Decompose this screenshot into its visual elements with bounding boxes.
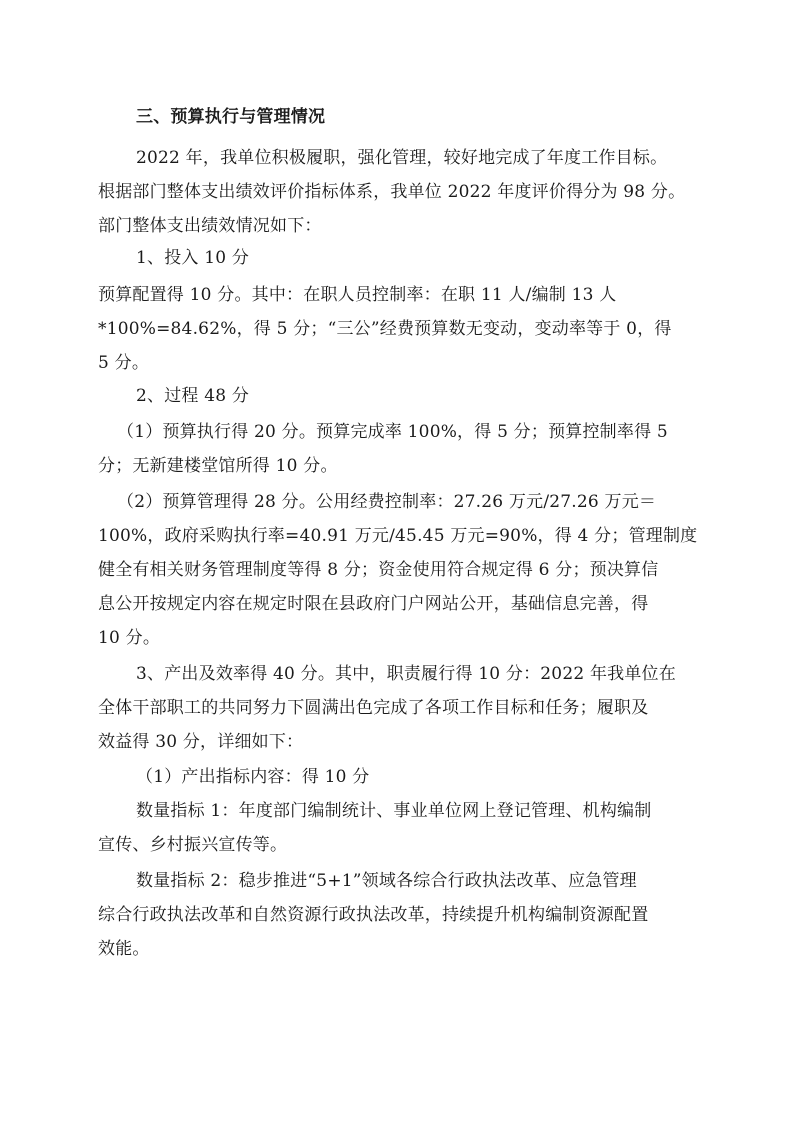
paragraph-line: 全体干部职工的共同努力下圆满出色完成了各项工作目标和任务；履职及 — [98, 698, 649, 718]
subheading-line: （1）产出指标内容：得 10 分 — [136, 767, 370, 787]
paragraph-line: 部门整体支出绩效情况如下： — [98, 216, 322, 236]
paragraph-line: 2022 年，我单位积极履职，强化管理，较好地完成了年度工作目标。 — [136, 148, 668, 168]
paragraph-line: 健全有相关财务管理制度等得 8 分；资金使用符合规定得 6 分；预决算信 — [98, 560, 659, 580]
paragraph-line: 数量指标 2：稳步推进“5+1”领域各综合行政执法改革、应急管理 — [136, 871, 637, 891]
paragraph-line: 效益得 30 分，详细如下： — [98, 732, 304, 752]
paragraph-line: （2）预算管理得 28 分。公用经费控制率：27.26 万元/27.26 万元＝ — [117, 492, 657, 512]
paragraph-line: 100%，政府采购执行率=40.91 万元/45.45 万元=90%，得 4 分；管理制度 — [98, 526, 698, 546]
paragraph-line: 3、产出及效率得 40 分。其中，职责履行得 10 分：2022 年我单位在 — [136, 664, 676, 684]
paragraph-line: 10 分。 — [98, 628, 161, 648]
paragraph-line: 息公开按规定内容在规定时限在县政府门户网站公开，基础信息完善，得 — [98, 594, 649, 614]
paragraph-line: 分；无新建楼堂馆所得 10 分。 — [98, 456, 338, 476]
subheading-line: 2、过程 48 分 — [136, 386, 250, 406]
paragraph-line: 效能。 — [98, 939, 150, 959]
paragraph-line: 根据部门整体支出绩效评价指标体系，我单位 2022 年度评价得分为 98 分。 — [98, 182, 686, 202]
subheading-line: 1、投入 10 分 — [136, 248, 250, 268]
paragraph-line: 5 分。 — [98, 353, 150, 373]
paragraph-line: *100%=84.62%，得 5 分；“三公”经费预算数无变动，变动率等于 0，得 — [98, 319, 672, 339]
paragraph-line: （1）预算执行得 20 分。预算完成率 100%，得 5 分；预算控制率得 5 — [117, 422, 668, 442]
paragraph-line: 综合行政执法改革和自然资源行政执法改革，持续提升机构编制资源配置 — [98, 905, 649, 925]
section-heading: 三、预算执行与管理情况 — [136, 107, 326, 127]
paragraph-line: 预算配置得 10 分。其中：在职人员控制率：在职 11 人/编制 13 人 — [98, 285, 617, 305]
paragraph-line: 数量指标 1：年度部门编制统计、事业单位网上登记管理、机构编制 — [136, 801, 652, 821]
paragraph-line: 宣传、乡村振兴宣传等。 — [98, 835, 288, 855]
